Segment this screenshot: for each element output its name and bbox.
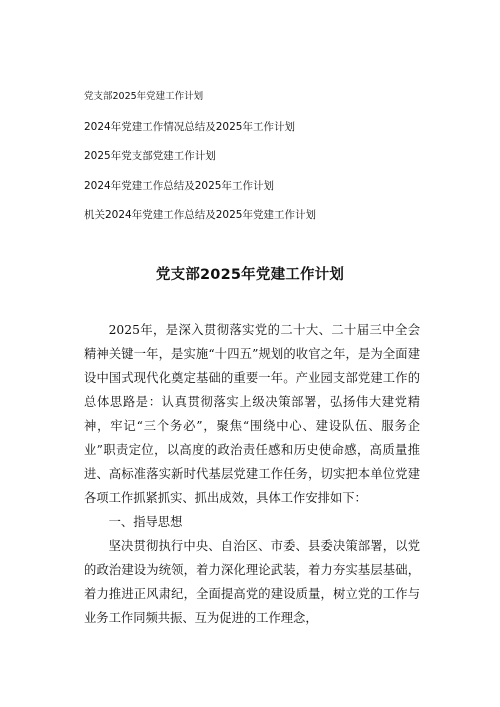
- section-heading: 一、指导思想: [108, 515, 183, 529]
- section-paragraph: 坚决贯彻执行中央、自治区、市委、县委决策部署，以党的政治建设为统领，着力深化理论武装，着力夯实基层基础，着力推进正风肃纪，全面提高党的建设质量，树立党的工作与业务工作同频共振、互为促进的工作理念，: [84, 539, 420, 625]
- toc-link[interactable]: 机关2024年党建工作总结及2025年党建工作计划: [84, 209, 316, 221]
- toc-link[interactable]: 2024年党建工作情况总结及2025年工作计划: [84, 120, 295, 133]
- document-body: [84, 318, 420, 630]
- toc-link[interactable]: 党支部2025年党建工作计划: [84, 91, 204, 102]
- toc-link[interactable]: 2024年党建工作总结及2025年工作计划: [84, 179, 274, 192]
- toc-link[interactable]: 2025年党支部党建工作计划: [84, 150, 216, 162]
- intro-paragraph: 2025年，是深入贯彻落实党的二十大、二十届三中全会精神关键一年，是实施“十四五”规划的收官之年，是为全面建设中国式现代化奠定基础的重要一年。产业园支部党建工作的总体思路是：认真贯彻落实上级决策部署，弘扬伟大建党精神，牢记“三个务必”，聚焦“围绕中心、建设队伍、服务企业”职责定位，以高度的政治责任感和历史使命感，高质量推进、高标准落实新时代基层党建工作任务，切实把本单位党建各项工作抓紧抓实、抓出成效，具体工作安排如下：: [84, 323, 420, 505]
- document-title: 党支部2025年党建工作计划: [155, 267, 345, 283]
- table-of-contents: [84, 90, 464, 238]
